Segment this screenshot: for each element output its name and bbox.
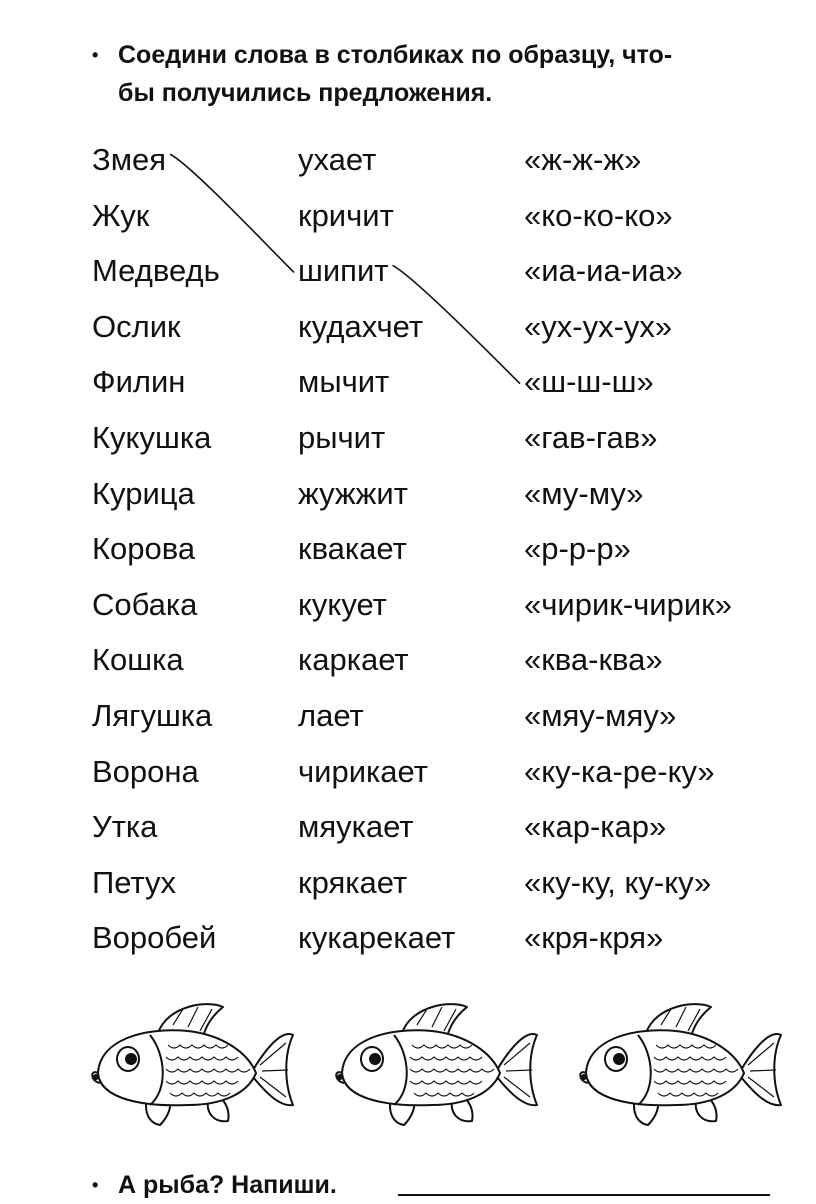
sound-word: «гав-гав» — [524, 419, 658, 455]
sound-word: «чирик-чирик» — [524, 586, 732, 622]
verb-word: ухает — [298, 142, 377, 177]
fish-icon — [576, 995, 786, 1130]
task-1-instruction — [92, 36, 792, 112]
animal-word: Корова — [92, 531, 196, 567]
verb-word: кукарекает — [298, 920, 456, 956]
sound-word: «ку-ка-ре-ку» — [524, 753, 715, 789]
fish-icon — [332, 995, 542, 1130]
verb-word: мычит — [298, 364, 390, 400]
verb-word: лает — [298, 697, 364, 733]
animal-word: Филин — [92, 364, 186, 400]
sound-word: «ку-ку, ку-ку» — [524, 864, 712, 900]
sound-word: «р-р-р» — [524, 531, 631, 567]
verb-word: квакает — [298, 531, 407, 567]
verb-word: рычит — [298, 419, 386, 455]
animal-word: Кошка — [92, 642, 184, 678]
sound-word: «му-му» — [524, 475, 644, 511]
sound-word: «ух-ух-ух» — [524, 308, 673, 344]
animal-word: Утка — [92, 809, 158, 845]
verbs-column — [298, 132, 455, 966]
verb-word: чирикает — [298, 753, 428, 789]
verb-word: мяукает — [298, 809, 414, 845]
animal-word: Жук — [92, 197, 150, 233]
fish-illustration — [88, 995, 788, 1135]
sound-word: «ква-ква» — [524, 642, 663, 678]
verb-word: жужжит — [298, 475, 408, 511]
animal-word: Воробей — [92, 920, 217, 956]
bullet: • — [92, 45, 99, 65]
sound-word: «ко-ко-ко» — [524, 197, 673, 233]
sounds-column — [524, 132, 732, 966]
verb-word: кукует — [298, 586, 387, 622]
bullet: • — [92, 1175, 99, 1195]
sound-word: «кря-кря» — [524, 920, 664, 956]
task-1-line-1: Соедини слова в столбиках по образцу, что- — [118, 41, 673, 69]
answer-line[interactable] — [398, 1194, 770, 1196]
sound-word: «ш-ш-ш» — [524, 364, 654, 400]
animal-word: Курица — [92, 475, 195, 511]
animal-word: Медведь — [92, 253, 220, 289]
sound-word: «ж-ж-ж» — [524, 142, 642, 177]
task-2-instruction — [92, 1166, 412, 1204]
verb-word: шипит — [298, 253, 389, 289]
verb-word: каркает — [298, 642, 409, 678]
task-1-line-2: бы получились предложения. — [118, 79, 493, 107]
verb-word: крякает — [298, 864, 408, 900]
animal-word: Кукушка — [92, 419, 212, 455]
animal-word: Лягушка — [92, 697, 213, 733]
animal-word: Ворона — [92, 753, 199, 789]
animal-word: Ослик — [92, 308, 181, 344]
sound-word: «иа-иа-иа» — [524, 253, 683, 289]
animal-word: Собака — [92, 586, 198, 622]
sound-word: «мяу-мяу» — [524, 697, 677, 733]
verb-word: кудахчет — [298, 308, 424, 344]
animal-word: Петух — [92, 864, 177, 900]
sound-word: «кар-кар» — [524, 809, 667, 845]
fish-icon — [88, 995, 298, 1130]
verb-word: кричит — [298, 197, 394, 233]
animal-word: Змея — [92, 142, 167, 177]
task-2-text: А рыба? Напиши. — [118, 1171, 337, 1199]
animals-column — [92, 132, 220, 966]
